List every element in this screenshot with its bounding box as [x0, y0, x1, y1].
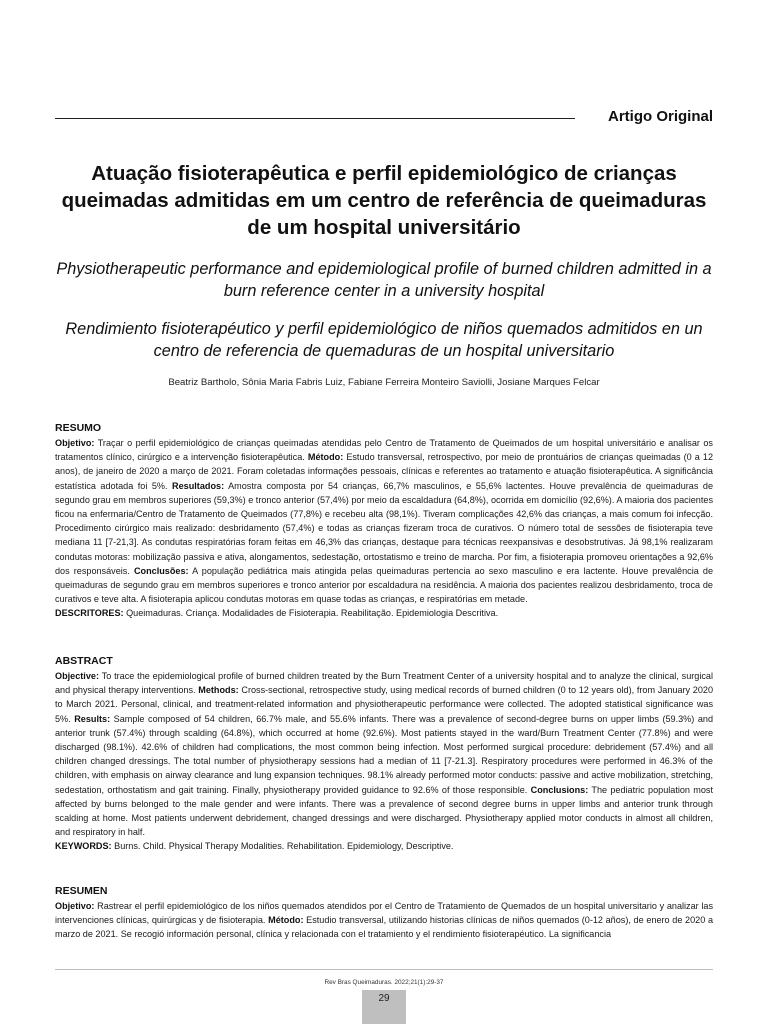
abstract-conclusions-label: Conclusions:: [530, 784, 589, 795]
resumo-resultados-label: Resultados:: [172, 480, 225, 491]
resumo-descritores-text: Queimaduras. Criança. Modalidades de Fisioterapia. Reabilitação. Epidemiologia Descritiva.: [126, 608, 499, 619]
abstract-methods-label: Methods:: [198, 685, 239, 696]
resumo-body: [55, 436, 713, 606]
title-spanish: Rendimiento fisioterapéutico y perfil epidemiológico de niños quemados admitidos en un centro de referencia de quemaduras de un hospital universitario: [65, 320, 703, 360]
resumo-descritores: [55, 606, 713, 620]
resumo-heading: RESUMO: [55, 422, 102, 434]
abstract-body: [55, 669, 713, 839]
abstract-keywords: [55, 839, 713, 853]
resumo-metodo-text: Estudo transversal, retrospectivo, por meio de prontuários de crianças queimadas (0 a 12 anos), de janeiro de 2020 a março de 2021. Foram coletadas informações pessoais, clínicas e referentes ao tratamento e atuação fisioterapêutica. A significância estatística adotada foi 5%.: [55, 452, 714, 491]
resumo-metodo-label: Método:: [307, 452, 344, 463]
section-label: Artigo Original: [608, 108, 713, 125]
resumen-heading: RESUMEN: [55, 885, 108, 897]
resumen-objetivo-label: Objetivo:: [55, 901, 95, 911]
abstract-keywords-label: KEYWORDS:: [55, 841, 112, 852]
resumen-section: [55, 884, 713, 942]
resumo-conclusoes-label: Conclusões:: [133, 565, 189, 576]
journal-citation: Rev Bras Queimaduras. 2022;21(1):29-37: [324, 979, 444, 986]
resumo-descritores-label: DESCRITORES:: [55, 608, 124, 619]
footer-rule: [55, 969, 713, 970]
title-english: Physiotherapeutic performance and epidemiological profile of burned children admitted in a burn reference center in a university hospital: [56, 260, 712, 300]
resumen-metodo-label: Método:: [268, 915, 304, 926]
abstract-keywords-text: Burns. Child. Physical Therapy Modalities. Rehabilitation. Epidemiology, Descriptive.: [114, 841, 454, 852]
abstract-conclusions-text: The pediatric population most affected by burns belonged to the male gender and were infants. There was a prevalence of second degree burns in upper limbs and anterior trunk through scalding at home. Most patients underwent debridement, changed dressings and were discharged. Physiotherapy applied motor conducts in almost all children, and respiratory in half.: [55, 784, 713, 838]
page-number: 29: [362, 990, 406, 1024]
abstract-objective-text: To trace the epidemiological profile of burned children treated by the Burn Treatment Center of a university hospital and to analyze the clinical, surgical and physical therapy interventions.: [55, 671, 713, 696]
abstract-results-label: Results:: [74, 713, 111, 724]
abstract-objective-label: Objective:: [55, 671, 99, 681]
abstract-section: [55, 654, 713, 854]
resumen-metodo-text: Estudio transversal, utilizando historias clínicas de niños quemados (0-12 años), de enero de 2020 a marzo de 2021. Se recogió información personal, clínica y relacionada con el tratamiento y el rendimiento fisioterapéutico. La significancia: [55, 915, 713, 940]
resumo-resultados-text: Amostra composta por 54 crianças, 66,7% masculinos, e 55,6% lactentes. Houve prevalência de queimaduras de segundo grau em membros superiores (59,3%) e tronco anterior (57,4%) por meio da escaldadura (64,8%), ocorrida em domicílio (92,6%). A maioria dos pacientes ficou na enfermaria/Centro de Tratamento de Queimados (77,8%) e recebeu alta (98,1%). Tiveram complicações 42,6% das crianças, a mais comum foi infecção. Procedimento cirúrgico mais realizado: desbridamento (57,4%) e todas as crianças fizeram troca de curativos. O número total de sessões de fisioterapia teve mediana 11 [7-21,3]. As condutas respiratórias foram feitas em 46,3% das crianças, destaque para técnicas reexpansivas e desobstrutivas. Já 98,1% realizaram condutas motoras: mobilização passiva e ativa, alongamentos, sedestação, ortostatismo e treino de marcha. Por fim, a fisioterapia promoveu orientações a 92,6% dos responsáveis.: [55, 480, 714, 576]
abstract-heading: ABSTRACT: [55, 655, 113, 667]
title-portuguese: Atuação fisioterapêutica e perfil epidemiológico de crianças queimadas admitidas em um centro de referência de queimaduras de um hospital universitário: [61, 162, 707, 239]
resumo-objetivo-label: Objetivo:: [55, 438, 95, 448]
abstract-results-text: Sample composed of 54 children, 66.7% male, and 55.6% infants. There was a prevalence of second-degree burns on upper limbs (59.3%) and anterior trunk (57.4%) through scalding (64.8%), which occurred at home (92.6%). Most patients stayed in the ward/Burn Treatment Center (77.8%) and were discharged (98.1%). 42.6% of children had complications, the most common being infection. Most performed surgical procedure: debridement (57.4%) and all children changed dressings. The total number of physiotherapy sessions had a median of 11 [7-21.3]. Respiratory procedures were performed in 46.3% of the children, with emphasis on airway clearance and lung expansion techniques. 98.1% already performed motor conducts: passive and active mobilization, stretching, sedestation, orthostatism and gait training. Finally, physiotherapy provided guidance to 92.6% of those responsible.: [55, 713, 714, 795]
header-rule: [55, 118, 575, 119]
resumo-section: [55, 421, 713, 621]
resumen-body: [55, 899, 713, 942]
resumen-objetivo-text: Rastrear el perfil epidemiológico de los niños quemados atendidos por el Centro de Tratamiento de Quemados de un hospital universitario y analizar las intervenciones clínicas, quirúrgicas y de fisioterapia.: [55, 901, 714, 926]
abstract-methods-text: Cross-sectional, retrospective study, using medical records of burned children (0 to 12 years old), from January 2020 to March 2021. Personal, clinical, and treatment-related information and physiotherapeutic performance were collected. The adopted statistical significance was 5%.: [55, 685, 714, 724]
author-list: Beatriz Bartholo, Sônia Maria Fabris Luiz, Fabiane Ferreira Monteiro Saviolli, Josiane Marques Felcar: [168, 377, 600, 388]
resumo-objetivo-text: Traçar o perfil epidemiológico de crianças queimadas atendidas pelo Centro de Tratamento de Queimados de um hospital universitário e analisar os tratamentos clínico, cirúrgico e a intervenção fisioterapêutica.: [55, 438, 713, 463]
resumo-conclusoes-text: A população pediátrica mais atingida pelas queimaduras pertencia ao sexo masculino e era lactente. Houve prevalência de queimaduras de segundo grau em membros superiores e tronco anterior por escaldadura na residência. A maioria dos pacientes realizou desbridamento, troca de curativos e teve alta. A fisioterapia aplicou condutas motoras em quase todas as crianças, e respiratórias em metade.: [55, 565, 714, 605]
